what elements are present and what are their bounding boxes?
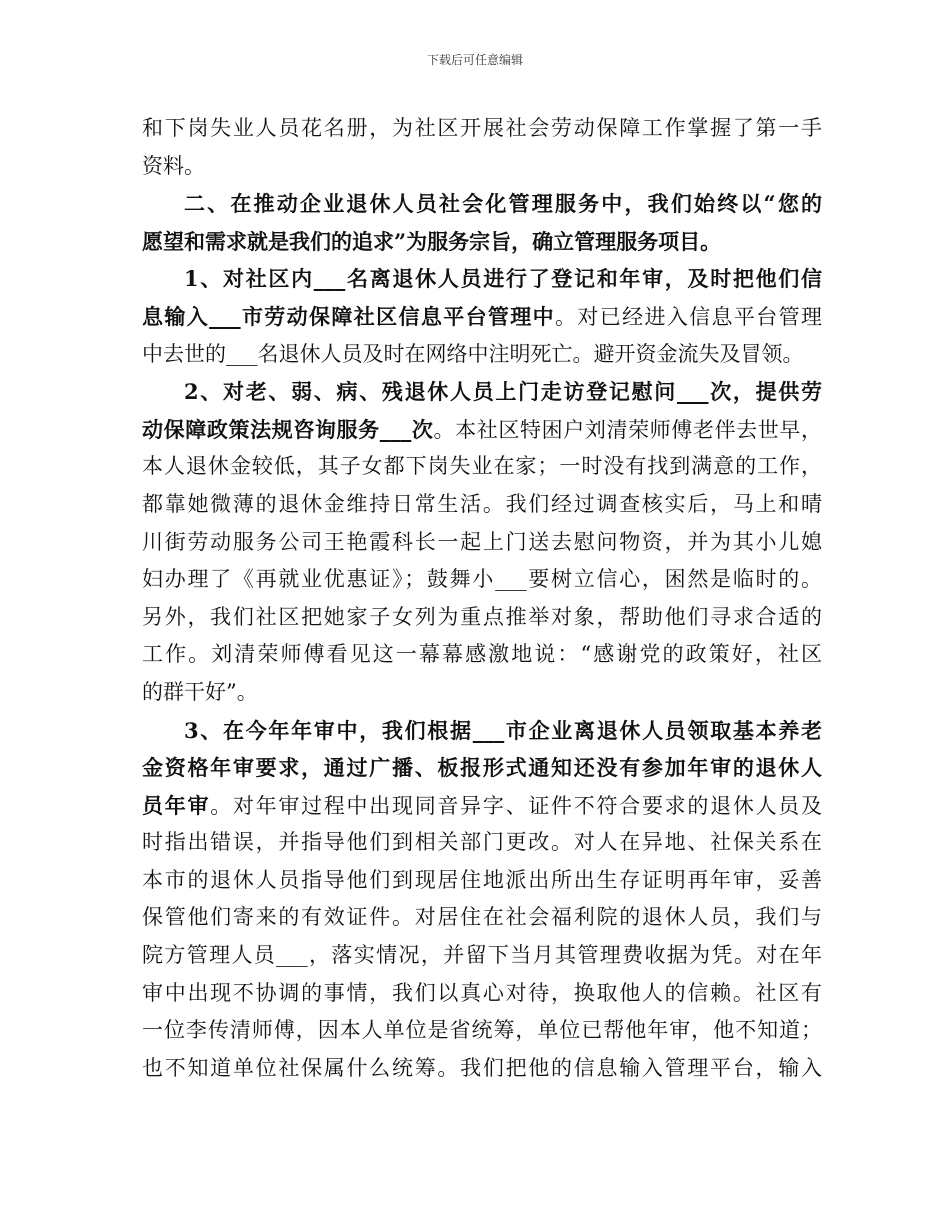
text-line: 一位李传清师傅，因本人单位是省统筹，单位已帮他年审，他不知道； <box>142 1018 822 1043</box>
bold-segment: 动保障政策法规咨询服务___次 <box>142 416 434 442</box>
text-line: 资料。 <box>142 153 205 178</box>
text-line: 另外，我们社区把她家子女列为重点推举对象，帮助他们寻求合适的 <box>142 604 822 629</box>
document-body <box>142 110 822 1087</box>
item-heading-line: 3、在今年年审中，我们根据___市企业离退休人员领取基本养老 <box>184 717 822 743</box>
text-line: 也不知道单位社保属什么统筹。我们把他的信息输入管理平台，输入 <box>142 1055 822 1080</box>
text-line <box>142 787 822 825</box>
normal-segment: 。对已经进入信息平台管理 <box>555 304 822 329</box>
section-heading-line: 二、在推动企业退休人员社会化管理服务中，我们始终以“您的 <box>184 191 822 217</box>
page-header-caption: 下载后可任意编辑 <box>426 53 523 67</box>
text-line: 川街劳动服务公司王艳霞科长一起上门送去慰问物资，并为其小儿媳 <box>142 529 822 554</box>
normal-segment: 。本社区特困户刘清荣师傅老伴去世早， <box>433 417 822 442</box>
section-heading-line: 愿望和需求就是我们的追求”为服务宗旨，确立管理服务项目。 <box>142 228 722 254</box>
normal-segment: 。对年审过程中出现同音异字、证件不符合要求的退休人员及 <box>210 793 822 818</box>
item-heading-line: 1、对社区内___名离退休人员进行了登记和年审，及时把他们信 <box>184 266 822 292</box>
text-line: 保管他们寄来的有效证件。对居住在社会福利院的退休人员，我们与 <box>142 905 822 930</box>
text-line: 都靠她微薄的退休金维持日常生活。我们经过调查核实后，马上和晴 <box>142 491 822 516</box>
bold-segment: 员年审 <box>142 792 211 818</box>
text-line: 中去世的___名退休人员及时在网络中注明死亡。避开资金流失及冒领。 <box>142 341 804 366</box>
text-line: 妇办理了《再就业优惠证》；鼓舞小___要树立信心，困然是临时的。 <box>142 567 822 592</box>
text-line: 审中出现不协调的事情，我们以真心对待，换取他人的信赖。社区有 <box>142 980 822 1005</box>
text-line: 院方管理人员___，落实情况，并留下当月其管理费收据为凭。对在年 <box>142 943 822 968</box>
bold-segment: 息输入___市劳动保障社区信息平台管理中 <box>142 303 556 329</box>
text-line: 本人退休金较低，其子女都下岗失业在家；一时没有找到满意的工作， <box>142 454 822 479</box>
text-line: 的群干好”。 <box>142 679 258 704</box>
text-line: 工作。刘清荣师傅看见这一幕幕感激地说：“感谢党的政策好，社区 <box>142 642 822 667</box>
item-heading-line: 金资格年审要求，通过广播、板报形式通知还没有参加年审的退休人 <box>142 755 822 781</box>
text-line <box>142 411 822 449</box>
text-line: 时指出错误，并指导他们到相关部门更改。对人在异地、社保关系在 <box>142 830 822 855</box>
item-heading-line: 2、对老、弱、病、残退休人员上门走访登记慰问___次，提供劳 <box>184 379 822 405</box>
text-line: 和下岗失业人员花名册，为社区开展社会劳动保障工作掌握了第一手 <box>142 116 822 140</box>
text-line <box>142 298 822 336</box>
text-line: 本市的退休人员指导他们到现居住地派出所出生存证明再年审，妥善 <box>142 867 822 892</box>
